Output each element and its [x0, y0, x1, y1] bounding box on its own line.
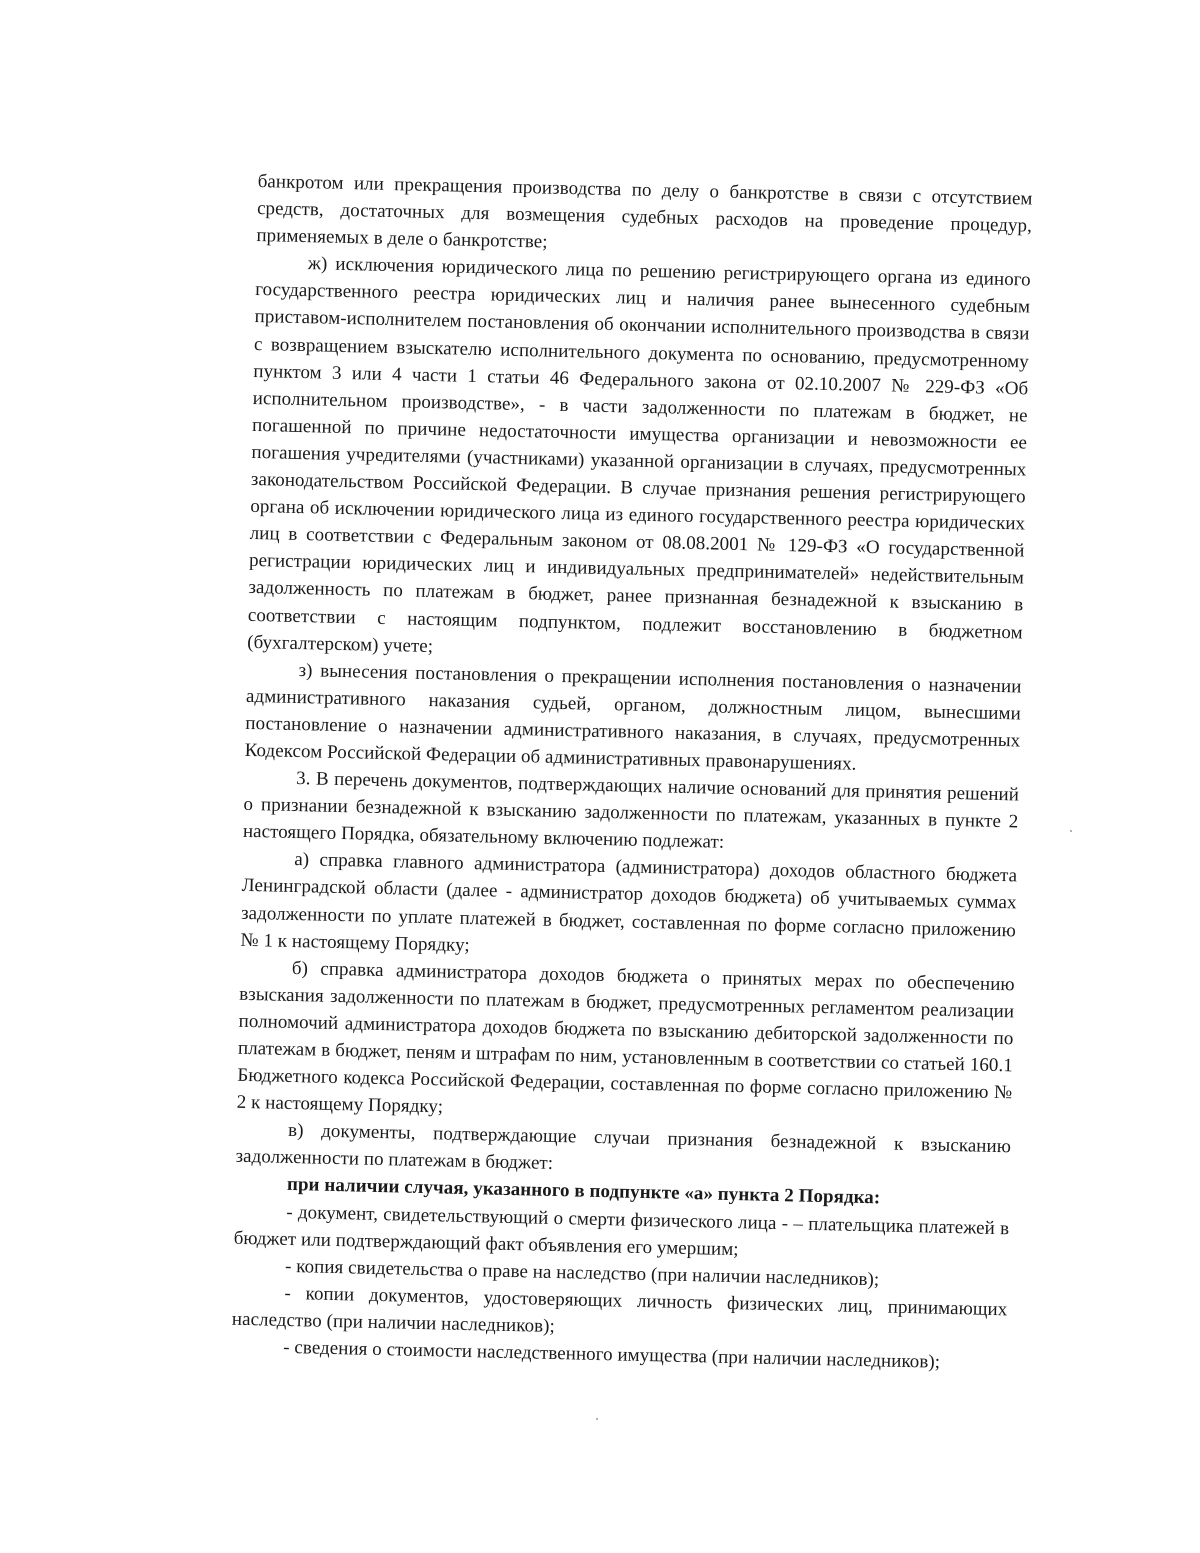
- paragraph-case-a-heading: при наличии случая, указанного в подпункте «а» пункта 2 Порядка:: [286, 1174, 881, 1209]
- paragraph-item-3: 3. В перечень документов, подтверждающих наличие оснований для принятия решений о признании безнадежной к взысканию задолженности по платежам, указанных в пункте 2 настоящего Порядка, обязательному включению подлежат:: [242, 768, 1020, 853]
- paragraph-bankruptcy-continuation: банкротом или прекращения производства по делу о банкротстве в связи с отсутствием средств, достаточных для возмещения судебных расходов на проведение процедур, применяемых в деле о банкротстве;: [256, 170, 1033, 253]
- paragraph-death-document: - документ, свидетельствующий о смерти физического лица - – плательщика платежей в бюджет или подтверждающий факт объявления его умершим;: [233, 1201, 1010, 1260]
- scan-speck: [596, 1418, 598, 1420]
- paragraph-subitem-zh: ж) исключения юридического лица по решению регистрирующего органа из единого государственного реестра юридических лиц и наличия ранее вынесенного судебным приставом-исполнителем постановления об окончании исполнительного производства в связи с возвращением взыскателю исполнительного документа по основанию, предусмотренному пунктом 3 или 4 части 1 статьи 46 Федерального закона от 02.10.2007 № 229-ФЗ «Об исполнительном производстве», - в части задолженности по платежам в бюджет, не погашенной по причине недостаточности имущества организации и невозможности ее погашения учредителями (участниками) указанной организации в случаях, предусмотренных законодательством Российской Федерации. В случае признания решения регистрирующего органа об исключении юридического лица из единого государственного реестра юридических лиц в соответствии с Федеральным законом от 08.08.2001 № 129-ФЗ «О государственной регистрации юридических лиц и индивидуальных предпринимателей» недействительным задолженность по платежам в бюджет, ранее признанная безнадежной к взысканию в соответствии с настоящим подпунктом, подлежит восстановлению в бюджетном (бухгалтерском) учете;: [247, 253, 1031, 657]
- paragraph-heirs-identity: - копии документов, удостоверяющих личность физических лиц, принимающих наследство (при наличии наследников);: [231, 1282, 1008, 1337]
- paragraph-item-3-v: в) документы, подтверждающие случаи признания безнадежной к взысканию задолженности по платежам в бюджет:: [235, 1120, 1012, 1175]
- paragraph-subitem-z: з) вынесения постановления о прекращении исполнения постановления о назначении административного наказания судьей, органом, должностным лицом, вынесшими постановление о назначении административного наказания, в случаях, предусмотренных Кодексом Российской Федерации об административных правонарушениях.: [244, 659, 1022, 775]
- document-body: [231, 168, 1033, 1377]
- paragraph-item-3-b: б) справка администратора доходов бюджета о принятых мерах по обеспечению взыскания задолженности по платежам в бюджет, предусмотренных регламентом реализации полномочий администратора доходов бюджета по взысканию дебиторской задолженности по платежам в бюджет, пеням и штрафам по ним, установленным в соответствии со статьей 160.1 Бюджетного кодекса Российской Федерации, составленная по форме согласно приложению № 2 к настоящему Порядку;: [236, 957, 1015, 1118]
- paragraph-inheritance-certificate: - копия свидетельства о праве на наследство (при наличии наследников);: [284, 1255, 880, 1291]
- paragraph-item-3-a: а) справка главного администратора (администратора) доходов областного бюджета Ленинградской области (далее - администратор доходов бюджета) об учитываемых суммах задолженности по уплате платежей в бюджет, составленная по форме согласно приложению № 1 к настоящему Порядку;: [240, 849, 1018, 956]
- scan-speck: [1070, 830, 1072, 832]
- paragraph-inheritance-value: - сведения о стоимости наследственного имущества (при наличии наследников);: [283, 1336, 941, 1373]
